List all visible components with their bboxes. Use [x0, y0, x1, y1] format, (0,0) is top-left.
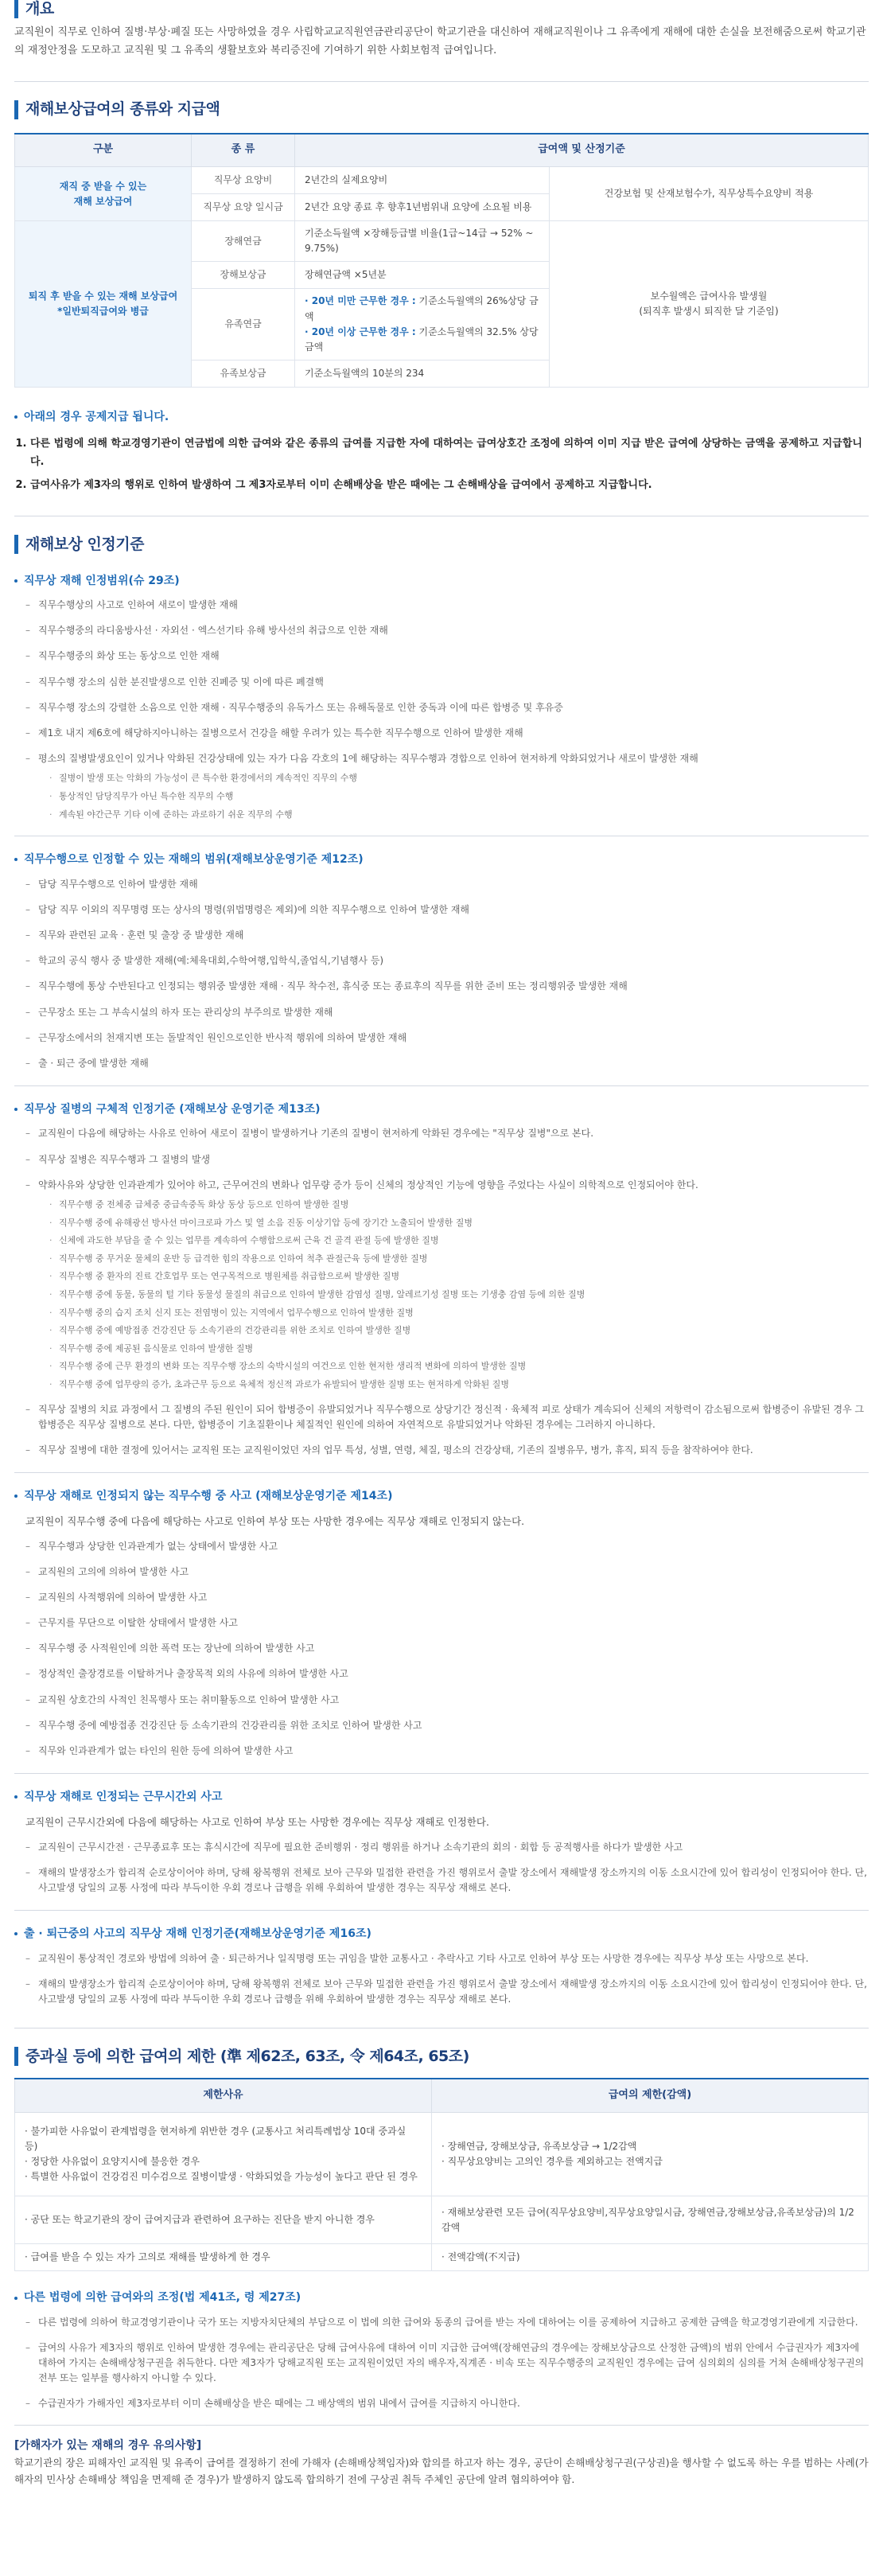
sub-item: · 직무수행 중에 예방접종 건강진단 등 소속기관의 건강관리를 위한 조치로 인하여 발생한 질병 — [49, 1323, 869, 1338]
survivor-line-1 — [305, 294, 539, 324]
reason-cell — [15, 2244, 432, 2271]
list-item: – 직무상 질병의 치료 과정에서 그 질병의 주된 원인이 되어 합병증이 유발되었거나 직무수행으로 상당기간 정신적 · 육체적 피로 상태가 계속되어 신체의 저항력이 감소됨으로써 합병증이 유발된 경우 그 합병증은 직무상 질병으로 본다. 다만, 합병증이 기초질환이나 체질적인 원인에 의하여 자연적으로 유발되었거나 악화된 경우에는 그러하지 아니하다. — [25, 1402, 869, 1432]
limits-table — [14, 2078, 869, 2271]
reference-title: [가해자가 있는 재해의 경우 유의사항] — [14, 2438, 202, 2452]
heading-bar — [14, 2047, 18, 2066]
list-item-text: 약화사유와 상당한 인과관계가 있어야 하고, 근무여건의 변화나 업무량 증가 등이 신체의 정상적인 기능에 영향을 주었다는 사실이 의학적으로 인정되어야 한다. — [38, 1179, 698, 1191]
survivor-line-1-label: · 20년 미만 근무한 경우 : — [305, 295, 416, 307]
sub-item: · 계속된 야간근무 기타 이에 준하는 과로하기 쉬운 직무의 수행 — [49, 808, 869, 822]
group2-basis: 보수월액은 급여사유 발생월 (퇴직후 발생시 퇴직한 달 기준임) — [550, 221, 869, 388]
sub-item: · 질병이 발생 또는 악화의 가능성이 큰 특수한 환경에서의 계속적인 직무의 수행 — [49, 771, 869, 785]
types-heading — [14, 99, 869, 120]
divider — [14, 1472, 869, 1473]
survivor-line-2 — [305, 325, 539, 355]
s6-title: 출 · 퇴근중의 사고의 직무상 재해 인정기준(재해보상운영기준 제16조) — [24, 1927, 371, 1941]
divider — [14, 1085, 869, 1086]
list-item: – 교직원의 고의에 의하여 발생한 사고 — [25, 1565, 869, 1580]
heading-bar — [14, 535, 18, 554]
s5-heading — [14, 1788, 869, 1806]
s1-title: 직무상 재해 인정범위(슈 29조) — [24, 574, 180, 587]
list-item: – 출 · 퇴근 중에 발생한 재해 — [25, 1056, 869, 1071]
limit-cell — [432, 2196, 869, 2244]
s1-list — [14, 598, 869, 821]
limit-line: · 재해보상관련 모든 급여(직무상요양비,직무상요양일시금, 장해연금,장해보상금,유족보상금)의 1/2 감액 — [442, 2206, 854, 2233]
list-item-text: 평소의 질병발생요인이 있거나 악화된 건강상태에 있는 자가 다음 각호의 1에 해당하는 직무수행과 경합으로 인하여 현저하게 악화되었거나 새로이 발생한 재해 — [38, 753, 698, 765]
s2-title: 직무수행으로 인정할 수 있는 재해의 범위(재해보상운영기준 제12조) — [24, 853, 364, 867]
bullet-dot — [14, 858, 18, 861]
list-item — [25, 1178, 869, 1392]
limits-heading — [14, 2046, 869, 2067]
benefit-table — [14, 133, 869, 388]
adjust-heading — [14, 2289, 869, 2306]
survivor-line-2-label: · 20년 이상 근무한 경우 : — [305, 325, 416, 337]
s4-intro: 교직원이 직무수행 중에 다음에 해당하는 사고로 인하여 부상 또는 사망한 경우에는 직무상 재해로 인정되지 않는다. — [25, 1514, 525, 1527]
list-item: – 직무수행상의 사고로 인하여 새로이 발생한 재해 — [25, 598, 869, 613]
list-item: – 수급권자가 가해자인 제3자로부터 이미 손해배상을 받은 때에는 그 배상액의 범위 내에서 급여를 지급하지 아니한다. — [25, 2396, 869, 2411]
reason-line: · 특별한 사유없이 건강검진 미수검으로 질병이발생 · 악화되었을 가능성이 높다고 판단 된 경우 — [25, 2171, 418, 2183]
limit-line: · 직무상요양비는 고의인 경우를 제외하고는 전액지급 — [442, 2155, 663, 2167]
table-row — [15, 2196, 869, 2244]
sub-item: · 신체에 과도한 부담을 줄 수 있는 업무를 계속하여 수행함으로써 근육 건 골격 관절 등에 발생한 질병 — [49, 1233, 869, 1248]
sub-item: · 직무수행 중에 동물, 동물의 털 기타 동물성 물질의 취급으로 인하여 발생한 감염성 질병, 알레르기성 질병 또는 기생충 감염 등에 의한 질병 — [49, 1288, 869, 1302]
s4-heading — [14, 1487, 869, 1505]
list-item: 2. 급여사유가 제3자의 행위로 인하여 발생하여 그 제3자로부터 이미 손해배상을 받은 때에는 그 손해배상을 급여에서 공제하고 지급합니다. — [30, 476, 869, 494]
list-item: – 직무수행 장소의 심한 분진발생으로 인한 진폐증 및 이에 따른 폐결핵 — [25, 675, 869, 690]
deduct-heading — [14, 408, 869, 426]
limit-cell — [432, 2112, 869, 2196]
amount-cell: 장해연금액 ×5년분 — [295, 262, 550, 289]
list-item: – 직무상 질병에 대한 결정에 있어서는 교직원 또는 교직원이었던 자의 업무 특성, 성별, 연령, 체질, 평소의 건강상태, 기존의 질병유무, 병가, 휴직, 퇴직 등을 참작하여야 한다. — [25, 1443, 869, 1458]
list-item: – 재해의 발생장소가 합리적 순로상이어야 하며, 당해 왕복행위 전체로 보아 근무와 밀접한 관련을 가진 행위로서 출발 장소에서 재해발생 장소까지의 이동 소요시간에 있어 합리성이 인정되어야 한다. 단, 사고발생 당일의 교통 사정에 따라 부득이한 우회 경로나 급행을 위해 우회하여 발생한 경우는 직무상 재해로 본다. — [25, 1977, 869, 2007]
limits-title: 중과실 등에 의한 급여의 제한 (準 제62조, 63조, 令 제64조, 65조) — [25, 2047, 469, 2065]
list-item: – 직무수행중의 라디움방사선 · 자외선 · 엑스선기타 유해 방사선의 취급으로 인한 재해 — [25, 623, 869, 638]
reason-cell — [15, 2196, 432, 2244]
list-item: – 교직원의 사적행위에 의하여 발생한 사고 — [25, 1590, 869, 1605]
list-item: – 다른 법령에 의하여 학교경영기관이나 국가 또는 지방자치단체의 부담으로 이 법에 의한 급여와 동종의 급여를 받는 자에 대하여는 이를 공제하여 지급하고 공제한 금액을 학교경영기관에게 지급한다. — [25, 2315, 869, 2330]
list-item: – 급여의 사유가 제3자의 행위로 인하여 발생한 경우에는 관리공단은 당해 급여사유에 대하여 이미 지급한 급여액(장해연금의 경우에는 장해보상금으로 산정한 금액)의 범위 안에서 수급권자가 제3자에 대하여 가지는 손해배상청구권을 취득한다. 다만 제3자가 당해교직원 또는 교직원이었던 자의 배우자,직계존 · 비속 또는 직무수행중의 교직원인 경우에는 급여 심의회의 심의를 거쳐 손해배상청구권의 전부 또는 일부를 행사하지 아니할 수 있다. — [25, 2340, 869, 2387]
limit-line: · 장해연금, 장해보상금, 유족보상금 → 1/2감액 — [442, 2140, 637, 2152]
list-item: – 교직원이 다음에 해당하는 사유로 인하여 새로이 질병이 발생하거나 기존의 질병이 현저하게 악화된 경우에는 "직무상 질병"으로 본다. — [25, 1126, 869, 1141]
sub-item: · 통상적인 담당직무가 아닌 특수한 직무의 수행 — [49, 789, 869, 804]
survivor-line-2-text: 기준소득월액의 32.5% 상당 금액 — [305, 325, 539, 353]
list-item: – 제1호 내지 제6호에 해당하지아니하는 질병으로서 건강을 해할 우려가 있는 특수한 직무수행으로 인하여 발생한 재해 — [25, 726, 869, 741]
amount-cell: 2년간 요양 종료 후 향후1년범위내 요양에 소요될 비용 — [295, 194, 550, 221]
s3-list — [14, 1126, 869, 1458]
list-item — [25, 751, 869, 821]
sub-item: · 직무수행 중에 유해광선 방사선 마이크로파 가스 및 열 소음 진동 이상기압 등에 장기간 노출되어 발생한 질병 — [49, 1216, 869, 1230]
col-header-kind: 종 류 — [192, 134, 295, 167]
s3-title: 직무상 질병의 구체적 인정기준 (재해보상 운영기준 제13조) — [24, 1103, 321, 1117]
list-item: – 학교의 공식 행사 중 발생한 재해(예:체육대회,수학여행,입학식,졸업식,기념행사 등) — [25, 953, 869, 968]
list-item: – 교직원 상호간의 사적인 친목행사 또는 취미활동으로 인하여 발생한 사고 — [25, 1693, 869, 1708]
list-item: – 직무와 관련된 교육 · 훈련 및 출장 중 발생한 재해 — [25, 928, 869, 943]
divider — [14, 1910, 869, 1911]
intro-text: 교직원이 직무로 인하여 질병·부상·폐질 또는 사망하였을 경우 사립학교교직원연금관리공단이 학교기관을 대신하여 재해교직원이나 그 유족에게 재해에 대한 손실을 보전해줌으로써 학교기관의 재정안정을 도모하고 교직원 및 그 유족의 생활보호와 복리증진에 기여하기 위한 사회보험적 급여입니다. — [14, 26, 866, 57]
adjust-title: 다른 법령에 의한 급여와의 조정(법 제41조, 령 제27조) — [24, 2291, 301, 2305]
sub-item: · 직무수행 중에 제공된 음식물로 인하여 발생한 질병 — [49, 1342, 869, 1356]
amount-cell: 기준소득월액의 10분의 234 — [295, 360, 550, 388]
s4-title: 직무상 재해로 인정되지 않는 직무수행 중 사고 (재해보상운영기준 제14조) — [24, 1490, 393, 1503]
divider — [14, 2425, 869, 2426]
s3-heading — [14, 1101, 869, 1118]
list-item: – 직무와 인과관계가 없는 타인의 원한 등에 의하여 발생한 사고 — [25, 1744, 869, 1759]
s4-list — [14, 1539, 869, 1760]
kind-cell: 직무상 요양 일시금 — [192, 194, 295, 221]
reference-text: 학교기관의 장은 피해자인 교직원 및 유족이 급여를 결정하기 전에 가해자 (손해배상책임자)와 합의를 하고자 하는 경우, 공단이 손해배상청구권(구상권)을 행사할 수 없도록 하는 우를 범하는 사례(가해자의 민사상 손해배상 책임을 면제해 준 경우)가 발생하지 않도록 합의하기 전에 구상권 취득 주체인 공단에 알려 협의하여야 함. — [14, 2457, 869, 2486]
s6-list — [14, 1951, 869, 2008]
s3-sublist — [38, 1198, 869, 1392]
group1-label: 재직 중 받을 수 있는 재해 보상급여 — [15, 167, 192, 221]
s5-intro: 교직원이 근무시간외에 다음에 해당하는 사고로 인하여 부상 또는 사망한 경우에는 직무상 재해로 인정한다. — [25, 1815, 489, 1828]
table-row — [15, 167, 869, 194]
list-item: – 정상적인 출장경로를 이탈하거나 출장목적 외의 사유에 의하여 발생한 사고 — [25, 1666, 869, 1682]
sub-item: · 직무수행 중 무거운 물체의 운반 등 급격한 힘의 작용으로 인하여 척추 관절근육 등에 발생한 질병 — [49, 1252, 869, 1266]
bullet-dot — [14, 579, 18, 583]
bullet-dot — [14, 1108, 18, 1111]
s2-list — [14, 877, 869, 1072]
reason-line: · 공단 또는 학교기관의 장이 급여지급과 관련하여 요구하는 진단을 받지 아니한 경우 — [25, 2214, 375, 2226]
table-row — [15, 2112, 869, 2196]
deduct-title: 아래의 경우 공제지급 됩니다. — [24, 411, 169, 424]
s5-list — [14, 1840, 869, 1896]
divider — [14, 81, 869, 82]
group2-label: 퇴직 후 받을 수 있는 재해 보상급여 *일반퇴직급여와 병급 — [15, 221, 192, 388]
bullet-dot — [14, 1495, 18, 1498]
list-item: – 교직원이 통상적인 경로와 방법에 의하여 출 · 퇴근하거나 일직명령 또는 귀임을 발한 교통사고 · 추락사고 기타 사고로 인하여 부상 또는 사망한 경우에는 직무상 부상 또는 사망으로 본다. — [25, 1951, 869, 1966]
list-item: – 근무지를 무단으로 이탈한 상태에서 발생한 사고 — [25, 1615, 869, 1631]
list-item: – 직무수행에 통상 수반된다고 인정되는 행위중 발생한 재해 · 직무 착수전, 휴식중 또는 종료후의 직무를 위한 준비 또는 정리행위중 발생한 재해 — [25, 979, 869, 994]
s5-title: 직무상 재해로 인정되는 근무시간외 사고 — [24, 1791, 223, 1804]
list-item: – 재해의 발생장소가 합리적 순로상이어야 하며, 당해 왕복행위 전체로 보아 근무와 밀접한 관련을 가진 행위로서 출발 장소에서 재해발생 장소까지의 이동 소요시간에 있어 합리성이 인정되어야 한다. 단, 사고발생 당일의 교통 사정에 따라 부득이한 우회 경로나 급행을 위해 우회하여 발생한 경우는 직무상 재해로 본다. — [25, 1865, 869, 1896]
kind-cell: 유족연금 — [192, 289, 295, 360]
s1-sublist — [38, 771, 869, 821]
deduct-list — [30, 435, 869, 495]
reason-line: · 불가피한 사유없이 관계법령을 현저하게 위반한 경우 (교통사고 처리특례법상 10대 중과실 등) — [25, 2125, 406, 2152]
amount-cell: 2년간의 실제요양비 — [295, 167, 550, 194]
col-header-category: 구분 — [15, 134, 192, 167]
list-item: – 직무수행중의 화상 또는 동상으로 인한 재해 — [25, 649, 869, 664]
reason-cell — [15, 2112, 432, 2196]
sub-item: · 직무수행 중의 습지 조치 신지 또는 전염병이 있는 지역에서 업무수행으로 인하여 발생한 질병 — [49, 1306, 869, 1320]
s2-heading — [14, 851, 869, 868]
kind-cell: 장해보상금 — [192, 262, 295, 289]
list-item: – 근무장소 또는 그 부속시설의 하자 또는 관리상의 부주의로 발생한 재해 — [25, 1005, 869, 1020]
list-item: – 직무수행과 상당한 인과관계가 없는 상태에서 발생한 사고 — [25, 1539, 869, 1554]
group1-basis: 건강보험 및 산재보험수가, 직무상특수요양비 적용 — [550, 167, 869, 221]
bullet-dot — [14, 2297, 18, 2300]
s6-heading — [14, 1925, 869, 1943]
list-item: – 직무수행 중 사적원인에 의한 폭력 또는 장난에 의하여 발생한 사고 — [25, 1641, 869, 1656]
bullet-dot — [14, 1932, 18, 1935]
bullet-dot — [14, 415, 18, 419]
table-row — [15, 2244, 869, 2271]
list-item: – 교직원이 근무시간전 · 근무종료후 또는 휴식시간에 직무에 필요한 준비행위 · 정리 행위를 하거나 소속기관의 회의 · 회합 등 공적행사를 하다가 발생한 사고 — [25, 1840, 869, 1855]
table-row — [15, 221, 869, 262]
reason-line: · 급여를 받을 수 있는 자가 고의로 재해를 발생하게 한 경우 — [25, 2251, 270, 2263]
list-item: – 직무상 질병은 직무수행과 그 질병의 발생 — [25, 1152, 869, 1167]
col-header-amount: 급여액 및 산정기준 — [295, 134, 869, 167]
list-item: – 담당 직무 이외의 직무명령 또는 상사의 명령(위법명령은 제외)에 의한 직무수행으로 인하여 발생한 재해 — [25, 902, 869, 918]
types-title: 재해보상급여의 종류와 지급액 — [25, 100, 220, 119]
list-item: – 담당 직무수행으로 인하여 발생한 재해 — [25, 877, 869, 892]
limit-line: · 전액감액(不지급) — [442, 2251, 520, 2263]
list-item: – 직무수행 중에 예방접종 건강진단 등 소속기관의 건강관리를 위한 조치로 인하여 발생한 사고 — [25, 1718, 869, 1733]
sub-item: · 직무수행 중 환자의 진료 간호업무 또는 연구목적으로 병원체를 취급함으로써 발생한 질병 — [49, 1269, 869, 1284]
sub-item: · 직무수행 중 전체중 급체중 중급속중독 화상 동상 등으로 인하여 발생한 질병 — [49, 1198, 869, 1212]
kind-cell: 장해연금 — [192, 221, 295, 262]
divider — [14, 1773, 869, 1774]
sub-item: · 직무수행 중에 업무량의 증가, 초과근무 등으로 육체적 정신적 과로가 유발되어 발생한 질병 또는 현저하게 악화된 질병 — [49, 1378, 869, 1392]
recognition-title: 재해보상 인정기준 — [25, 535, 144, 553]
reason-line: · 정당한 사유없이 요양지시에 불응한 경우 — [25, 2155, 200, 2167]
limit-cell — [432, 2244, 869, 2271]
list-item: 1. 다른 법령에 의해 학교경영기관이 연금법에 의한 급여와 같은 종류의 급여를 지급한 자에 대하여는 급여상호간 조정에 의하여 이미 지급 받은 급여에 상당하는 금액을 공제하고 지급합니다. — [30, 435, 869, 472]
heading-bar — [14, 0, 18, 18]
sub-item: · 직무수행 중에 근무 환경의 변화 또는 직무수행 장소의 숙박시설의 여건으로 인한 현저한 생리적 변화에 의하여 발생한 질병 — [49, 1359, 869, 1374]
survivor-line-1-text: 기준소득월액의 26%상당 금액 — [305, 295, 539, 322]
amount-cell — [295, 289, 550, 360]
intro-title: 개요 — [25, 0, 54, 18]
heading-bar — [14, 100, 18, 119]
list-item: – 근무장소에서의 천재지변 또는 돌발적인 원인으로인한 반사적 행위에 의하여 발생한 재해 — [25, 1031, 869, 1046]
s1-heading — [14, 572, 869, 590]
kind-cell: 유족보상금 — [192, 360, 295, 388]
col-header-limit: 급여의 제한(감액) — [432, 2079, 869, 2112]
recognition-heading — [14, 534, 869, 555]
kind-cell: 직무상 요양비 — [192, 167, 295, 194]
intro-heading — [14, 0, 869, 19]
col-header-reason: 제한사유 — [15, 2079, 432, 2112]
adjust-list — [14, 2315, 869, 2412]
amount-cell: 기준소득월액 ×장해등급별 비율(1급~14급 → 52% ~ 9.75%) — [295, 221, 550, 262]
bullet-dot — [14, 1795, 18, 1799]
list-item: – 직무수행 장소의 강렬한 소음으로 인한 재해 · 직무수행중의 유독가스 또는 유해독물로 인한 중독과 이에 따른 합병증 및 후유증 — [25, 700, 869, 715]
